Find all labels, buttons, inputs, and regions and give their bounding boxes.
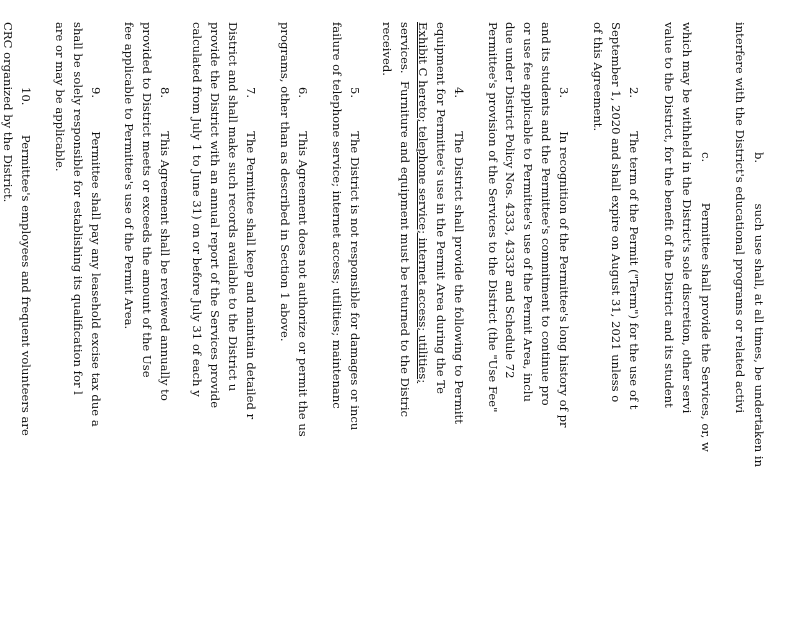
doc-line: calculated from July 1 to June 31) on or before July 31 of each y — [190, 22, 204, 397]
doc-line: due under District Policy Nos. 4333, 4333P and Schedule 72 — [503, 22, 517, 379]
doc-line: 10. Permittee's employees and frequent volunteers are — [19, 87, 33, 436]
doc-line: and its students and the Permittee's commitment to continue pro — [539, 22, 553, 406]
doc-line: b. such use shall, at all times, be undertaken in — [752, 152, 766, 468]
doc-line: equipment for Permittee's use in the Permit Area during the Te — [434, 22, 448, 394]
doc-line: are or may be applicable. — [53, 22, 67, 172]
doc-line: which may be withheld in the District's sole discretion, other servi — [680, 22, 694, 414]
doc-line: 9. Permittee shall pay any leasehold excise tax due a — [89, 87, 103, 427]
doc-line: failure of telephone service; internet access; utilities; maintenanc — [330, 22, 344, 409]
doc-line: 3. In recognition of the Permittee's long history of pr — [557, 87, 571, 428]
doc-line: interfere with the District's educational programs or related activi — [733, 22, 747, 414]
doc-line: fee applicable to Permittee's use of the Permit Area. — [122, 22, 136, 330]
doc-line: or use fee applicable to Permittee's use of the Permit Area, inclu — [521, 22, 535, 402]
doc-line: shall be solely responsible for establishing its qualification for l — [71, 22, 85, 395]
doc-line: services. Furniture and equipment must be returned to the Distric — [398, 22, 412, 418]
doc-line: 5. The District is not responsible for damages or incu — [348, 87, 362, 431]
doc-line: provide the District with an annual report of the Services provide — [208, 22, 222, 409]
doc-line: 6. This Agreement does not authorize or permit the us — [296, 87, 310, 437]
doc-line: Permittee's provision of the Services to the District (the "Use Fee" — [486, 22, 500, 413]
doc-line: Exhibit C hereto; telephone service; internet access; utilities; — [416, 22, 430, 384]
doc-line: September 1, 2020 and shall expire on August 31, 2021 unless o — [609, 22, 623, 403]
doc-line: District and shall make such records available to the District u — [226, 22, 240, 392]
doc-line: value to the District, for the benefit of the District and its student — [662, 22, 676, 408]
doc-line: CRC organized by the District. — [1, 22, 15, 203]
doc-line: 4. The District shall provide the following to Permitt — [452, 87, 466, 424]
doc-line: 7. The Permittee shall keep and maintain detailed r — [244, 87, 258, 420]
doc-line: received. — [380, 22, 394, 76]
doc-line: of this Agreement. — [591, 22, 605, 132]
doc-line: programs, other than as described in Section 1 above. — [278, 22, 292, 342]
doc-line: 2. The term of the Permit ("Term") for the use of t — [627, 87, 641, 410]
doc-line: provided to District meets or exceeds the amount of the Use — [140, 22, 154, 378]
doc-line: c. Permittee shall provide the Services, or, w — [699, 152, 713, 452]
doc-line: 8. This Agreement shall be reviewed annually to — [158, 87, 172, 401]
